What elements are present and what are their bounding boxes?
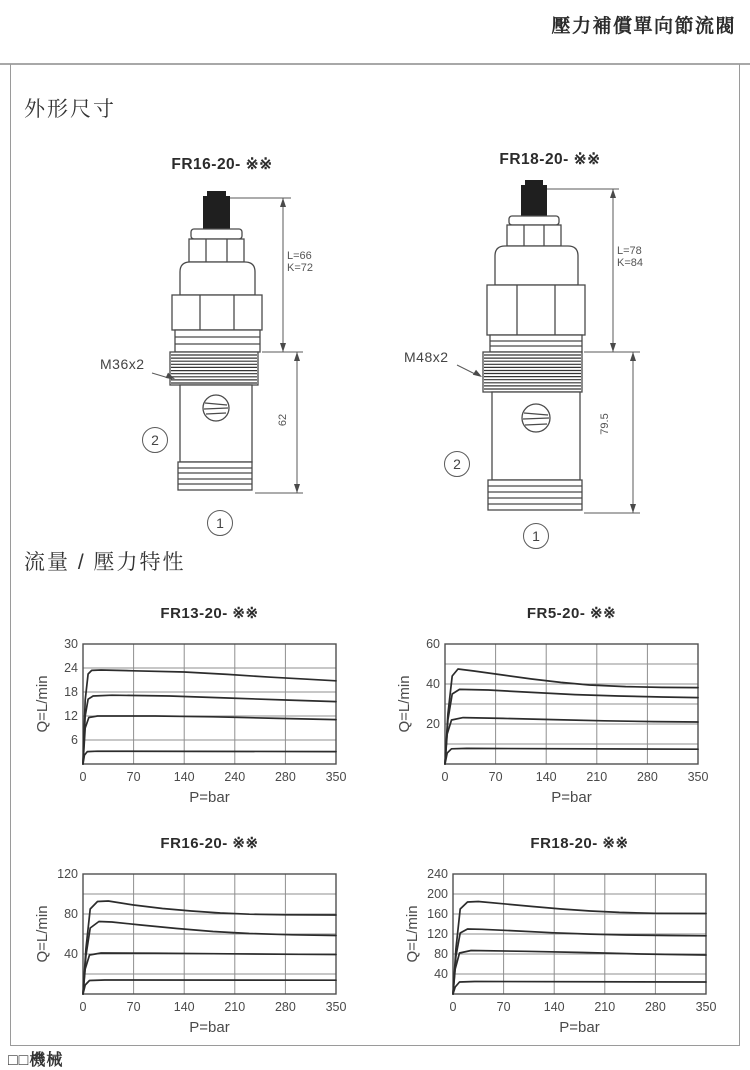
x-tick-label: 280 — [636, 770, 658, 784]
chart-title: FR18-20- ※※ — [530, 835, 629, 852]
footer-partial-text: □□機械 — [8, 1052, 64, 1069]
flow-curve-setting-3 — [83, 695, 336, 764]
x-tick-label: 0 — [79, 770, 87, 784]
callout-1-fr18: 1 — [523, 523, 549, 549]
x-tick-label: 140 — [543, 1000, 565, 1014]
plot-border — [83, 644, 336, 764]
chart-fr5-20 — [395, 604, 730, 806]
page-title: 壓力補償單向節流閥 — [551, 16, 736, 37]
hex-body — [172, 295, 262, 330]
collar — [490, 335, 582, 352]
x-tick-label: 140 — [173, 770, 195, 784]
x-tick-label: 210 — [224, 1000, 246, 1014]
adjust-stem — [203, 196, 230, 229]
thread-size-label-fr18: M48x2 — [404, 349, 449, 365]
flow-curve-setting-1 — [83, 751, 336, 764]
y-tick-label: 120 — [427, 927, 448, 941]
dim-k-fr16: K=72 — [287, 262, 313, 274]
x-tick-label: 350 — [695, 1000, 717, 1014]
y-tick-label: 40 — [426, 677, 440, 691]
y-tick-label: 40 — [434, 967, 448, 981]
thread-size-label-fr16: M36x2 — [100, 356, 145, 372]
chart-plot — [33, 860, 368, 1036]
callout-2-fr16: 2 — [142, 427, 168, 453]
chart-fr16-20 — [33, 834, 368, 1036]
y-axis-label: Q=L/min — [396, 675, 413, 733]
y-tick-label: 6 — [71, 733, 78, 747]
adjust-stem — [521, 185, 547, 216]
x-tick-label: 280 — [644, 1000, 666, 1014]
bonnet — [180, 262, 255, 295]
y-tick-label: 160 — [427, 907, 448, 921]
drawing-title-fr18: FR18-20- ※※ — [499, 151, 601, 168]
flow-curve-setting-2 — [453, 951, 706, 995]
x-tick-label: 0 — [441, 770, 449, 784]
x-tick-label: 70 — [126, 1000, 141, 1014]
flow-curve-setting-3 — [453, 929, 706, 994]
x-tick-label: 350 — [325, 770, 347, 784]
chart-fr18-20 — [403, 834, 738, 1036]
x-axis-label: P=bar — [189, 789, 230, 806]
lock-nut — [507, 225, 561, 246]
collar — [175, 330, 260, 352]
x-tick-label: 140 — [535, 770, 557, 784]
seal-rings — [488, 480, 582, 510]
y-tick-label: 60 — [426, 637, 440, 651]
seal-rings — [178, 462, 252, 490]
flow-curve-setting-4 — [453, 902, 706, 995]
x-tick-label: 280 — [274, 770, 296, 784]
x-tick-label: 70 — [488, 770, 503, 784]
x-tick-label: 140 — [173, 1000, 195, 1014]
arrowhead — [294, 352, 300, 361]
y-axis-label: Q=L/min — [34, 675, 51, 733]
callout-2-fr18: 2 — [444, 451, 470, 477]
chart-plot — [403, 860, 738, 1036]
callout-1-fr16: 1 — [207, 510, 233, 536]
x-tick-label: 350 — [687, 770, 709, 784]
y-tick-label: 200 — [427, 887, 448, 901]
y-tick-label: 20 — [426, 717, 440, 731]
x-tick-label: 350 — [325, 1000, 347, 1014]
y-tick-label: 18 — [64, 685, 78, 699]
y-tick-label: 80 — [434, 947, 448, 961]
x-tick-label: 0 — [79, 1000, 87, 1014]
dim-l-fr16: L=66 — [287, 250, 312, 262]
chart-title: FR16-20- ※※ — [160, 835, 259, 852]
x-tick-label: 210 — [586, 770, 608, 784]
washer — [509, 216, 559, 225]
flow-curve-setting-1 — [453, 982, 706, 995]
chart-plot — [33, 630, 368, 806]
dim-l-fr18: L=78 — [617, 245, 642, 257]
lock-nut — [189, 239, 244, 262]
arrowhead — [630, 352, 636, 361]
y-tick-label: 12 — [64, 709, 78, 723]
flow-curve-setting-2 — [445, 718, 698, 764]
chart-title: FR13-20- ※※ — [160, 605, 259, 622]
x-tick-label: 70 — [496, 1000, 511, 1014]
drawing-title-fr16: FR16-20- ※※ — [171, 156, 273, 173]
bonnet — [495, 246, 578, 285]
arrowhead — [610, 189, 616, 198]
y-tick-label: 30 — [64, 637, 78, 651]
x-tick-label: 280 — [274, 1000, 296, 1014]
flow-curve-setting-1 — [83, 980, 336, 994]
x-tick-label: 210 — [594, 1000, 616, 1014]
chart-plot — [395, 630, 730, 806]
hex-body — [487, 285, 585, 335]
y-tick-label: 240 — [427, 867, 448, 881]
y-tick-label: 80 — [64, 907, 78, 921]
flow-curve-setting-3 — [83, 922, 336, 995]
section-heading-dimensions: 外形尺寸 — [24, 98, 116, 121]
leader-arrowhead — [473, 370, 482, 377]
arrowhead — [280, 198, 286, 207]
x-axis-label: P=bar — [551, 789, 592, 806]
x-tick-label: 240 — [224, 770, 246, 784]
x-tick-label: 0 — [449, 1000, 457, 1014]
section-heading-flow: 流量 / 壓力特性 — [24, 551, 186, 574]
chart-fr13-20 — [33, 604, 368, 806]
y-axis-label: Q=L/min — [34, 905, 51, 963]
flow-curve-setting-1 — [445, 748, 698, 764]
x-tick-label: 70 — [126, 770, 141, 784]
y-axis-label: Q=L/min — [404, 905, 421, 963]
y-tick-label: 120 — [57, 867, 78, 881]
x-axis-label: P=bar — [559, 1019, 600, 1036]
arrowhead — [294, 484, 300, 493]
chart-title: FR5-20- ※※ — [526, 605, 617, 622]
arrowhead — [280, 343, 286, 352]
washer — [191, 229, 242, 239]
dim-k-fr18: K=84 — [617, 257, 643, 269]
arrowhead — [630, 504, 636, 513]
dim-length-fr18: 79.5 — [599, 413, 611, 435]
y-tick-label: 40 — [64, 947, 78, 961]
y-tick-label: 24 — [64, 661, 78, 675]
x-axis-label: P=bar — [189, 1019, 230, 1036]
arrowhead — [610, 343, 616, 352]
dim-length-fr16: 62 — [277, 413, 289, 427]
flow-curve-setting-3 — [445, 689, 698, 764]
valve-drawing-fr18 — [400, 175, 660, 560]
